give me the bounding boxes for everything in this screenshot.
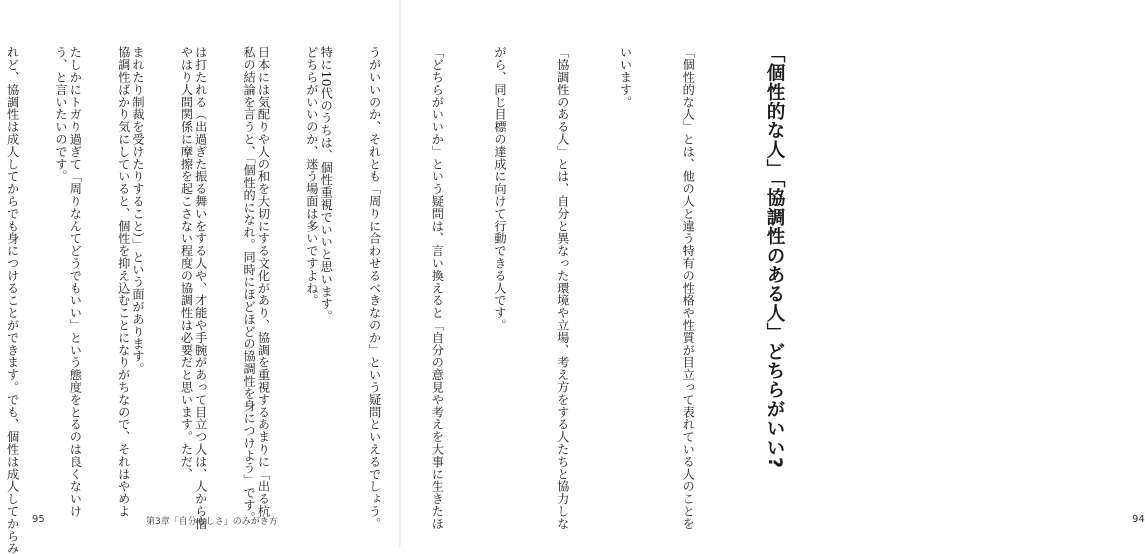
- body-line: がら、同じ目標の達成に向けて行動できる人です。: [493, 46, 508, 332]
- page-number-left: 95: [32, 514, 45, 525]
- section-heading: 「個性的な人」「協調性のある人」どちらがいい?: [764, 44, 785, 469]
- body-line: たしかにトガり過ぎて「周りなんてどうでもいい」という態度をとるのは良くないけ: [68, 46, 83, 518]
- body-line: 「個性的な人」とは、他の人と違う特有の性格や性質が目立って表れている人のことを: [681, 46, 696, 530]
- body-line: う、と言いたいのです。: [54, 46, 68, 183]
- left-page: [0, 0, 400, 554]
- body-line: 「協調性のある人」とは、自分と異なった環境や立場、考え方をする人たちと協力しな: [555, 46, 570, 530]
- body-line: 特に10代のうちは、個性重視でいいと思います。: [319, 46, 334, 323]
- body-line: れど、協調性は成人してからでも身につけることができます。でも、個性は成人してからみ: [5, 46, 20, 554]
- page-number-right: 94: [1132, 514, 1145, 525]
- running-header: 第3章「自分らしさ」のみがき方: [146, 517, 278, 527]
- body-line: どちらがいいのか、迷う場面は多いですよね。: [304, 46, 319, 307]
- gutter-divider: [399, 0, 401, 547]
- body-line: うがいいのか、それとも「周りに合わせるべきなのか」という疑問といえるでしょう。: [367, 46, 382, 530]
- body-line: 私の結論を言うと、「個性的になれ。同時にほどほどの協調性を身につけよう」です。: [242, 46, 257, 524]
- body-line: は打たれる（出過ぎた振る舞いをする人や、才能や手腕があって目立つ人は、人から憎: [193, 46, 208, 530]
- body-line: まれたり制裁を受けたりすること）」という面があります。: [131, 46, 146, 375]
- body-line: 協調性ばかり気にしていると、個性を抑え込むことになりがちなので、それはやめよ: [116, 46, 131, 518]
- body-line: 日本には気配りや人の和を大切にする文化があり、協調を重視するあまりに「出る杭: [256, 46, 271, 518]
- body-line: やはり人間関係に摩擦を起こさない程度の協調性は必要だと思います。ただ、: [179, 46, 194, 480]
- body-line: 「どちらがいいか」という疑問は、言い換えると「自分の意見や考えを大事に生きたほ: [430, 46, 445, 530]
- body-line: いいます。: [618, 46, 633, 108]
